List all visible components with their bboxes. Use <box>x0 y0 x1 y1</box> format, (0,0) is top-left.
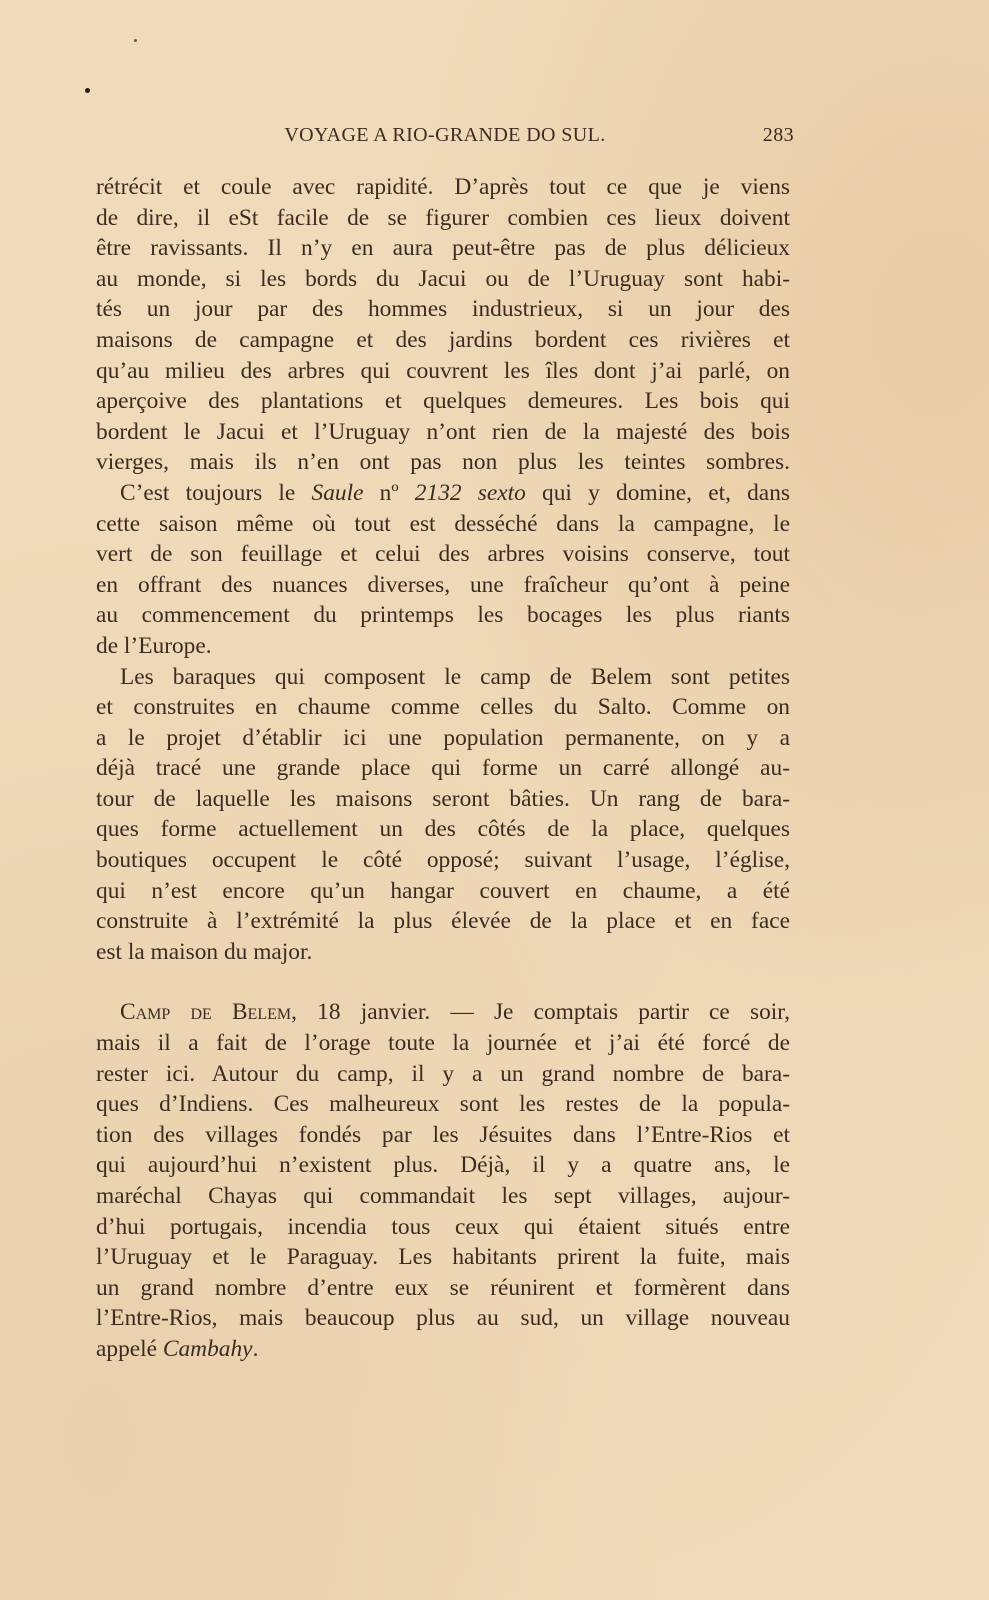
ink-speck <box>85 88 90 93</box>
paragraph <box>96 478 790 662</box>
species-name: Saule <box>311 479 364 506</box>
text-line: qu’au milieu des arbres qui couvrent les îles dont j’ai parlé, on <box>96 357 790 384</box>
text-line: au monde, si les bords du Jacui ou de l’Uruguay sont habi- <box>96 265 790 292</box>
text-line: être ravissants. Il n’y en aura peut-être pas de plus délicieux <box>96 235 790 262</box>
paragraph <box>96 172 790 478</box>
page-number: 283 <box>762 124 794 146</box>
text-line: maisons de campagne et des jardins bordent ces rivières et <box>96 326 790 353</box>
section-gap <box>96 967 790 997</box>
text-line: maréchal Chayas qui commandait les sept villages, aujour- <box>96 1183 790 1209</box>
text-line: C’est toujours le Saule nº 2132 sexto qui y domine, et, dans <box>120 479 790 506</box>
text-line: bordent le Jacui et l’Uruguay n’ont rien de la majesté des bois <box>96 418 790 445</box>
text-line: et construites en chaume comme celles du Salto. Comme on <box>96 694 790 721</box>
text-line: de l’Europe. <box>96 632 212 659</box>
text-line: a le projet d’établir ici une population permanente, on y a <box>96 724 790 751</box>
text-line: qui n’est encore qu’un hangar couvert en chaume, a été <box>96 877 790 904</box>
text-line: ques d’Indiens. Ces malheureux sont les restes de la popula- <box>96 1091 790 1118</box>
text-line: boutiques occupent le côté opposé; suivant l’usage, l’église, <box>96 847 790 874</box>
text-line: tour de laquelle les maisons seront bâties. Un rang de bara- <box>96 785 790 812</box>
running-header <box>96 124 794 150</box>
text-line: est la maison du major. <box>96 938 313 965</box>
text-line: d’hui portugais, incendia tous ceux qui étaient situés entre <box>96 1213 790 1240</box>
text-line: aperçoive des plantations et quelques demeures. Les bois qui <box>96 388 790 415</box>
text-line: rester ici. Autour du camp, il y a un grand nombre de bara- <box>96 1060 790 1087</box>
body-text <box>96 172 790 1365</box>
text-line: qui aujourd’hui n’existent plus. Déjà, il y a quatre ans, le <box>96 1152 790 1179</box>
text-line: déjà tracé une grande place qui forme un carré allongé au- <box>96 755 790 782</box>
ink-speck <box>134 39 137 42</box>
text-line: Camp de Belem, 18 janvier. — Je comptais partir ce soir, <box>120 999 790 1026</box>
text-line: tion des villages fondés par les Jésuites dans l’Entre-Rios et <box>96 1121 790 1148</box>
text-line: l’Uruguay et le Paraguay. Les habitants prirent la fuite, mais <box>96 1244 790 1271</box>
text-line: ques forme actuellement un des côtés de la place, quelques <box>96 816 790 843</box>
text-line: appelé Cambahy. <box>96 1335 259 1362</box>
village-name: Cambahy <box>162 1335 253 1362</box>
text-line: au commencement du printemps les bocages les plus riants <box>96 602 790 629</box>
specimen-number: 2132 sexto <box>414 479 526 506</box>
text-line: mais il a fait de l’orage toute la journée et j’ai été forcé de <box>96 1030 790 1057</box>
text-line: vierges, mais ils n’en ont pas non plus les teintes sombres. <box>96 449 790 476</box>
text-line: tés un jour par des hommes industrieux, si un jour des <box>96 296 790 323</box>
running-title: VOYAGE A RIO-GRANDE DO SUL. <box>284 124 606 146</box>
text-line: l’Entre-Rios, mais beaucoup plus au sud, un village nouveau <box>96 1305 790 1332</box>
paragraph <box>96 662 790 968</box>
journal-entry <box>96 997 790 1364</box>
entry-place: Camp de Belem <box>120 999 292 1026</box>
text-line: Les baraques qui composent le camp de Belem sont petites <box>120 663 790 690</box>
text-line: rétrécit et coule avec rapidité. D’après tout ce que je viens <box>96 174 790 200</box>
text-line: cette saison même où tout est desséché dans la campagne, le <box>96 510 790 537</box>
text-line: un grand nombre d’entre eux se réunirent et formèrent dans <box>96 1274 790 1301</box>
text-line: en offrant des nuances diverses, une fraîcheur qu’ont à peine <box>96 571 790 598</box>
text-line: construite à l’extrémité la plus élevée de la place et en face <box>96 908 790 935</box>
text-line: de dire, il eSt facile de se figurer combien ces lieux doivent <box>96 204 790 231</box>
text-line: vert de son feuillage et celui des arbres voisins conserve, tout <box>96 541 790 568</box>
